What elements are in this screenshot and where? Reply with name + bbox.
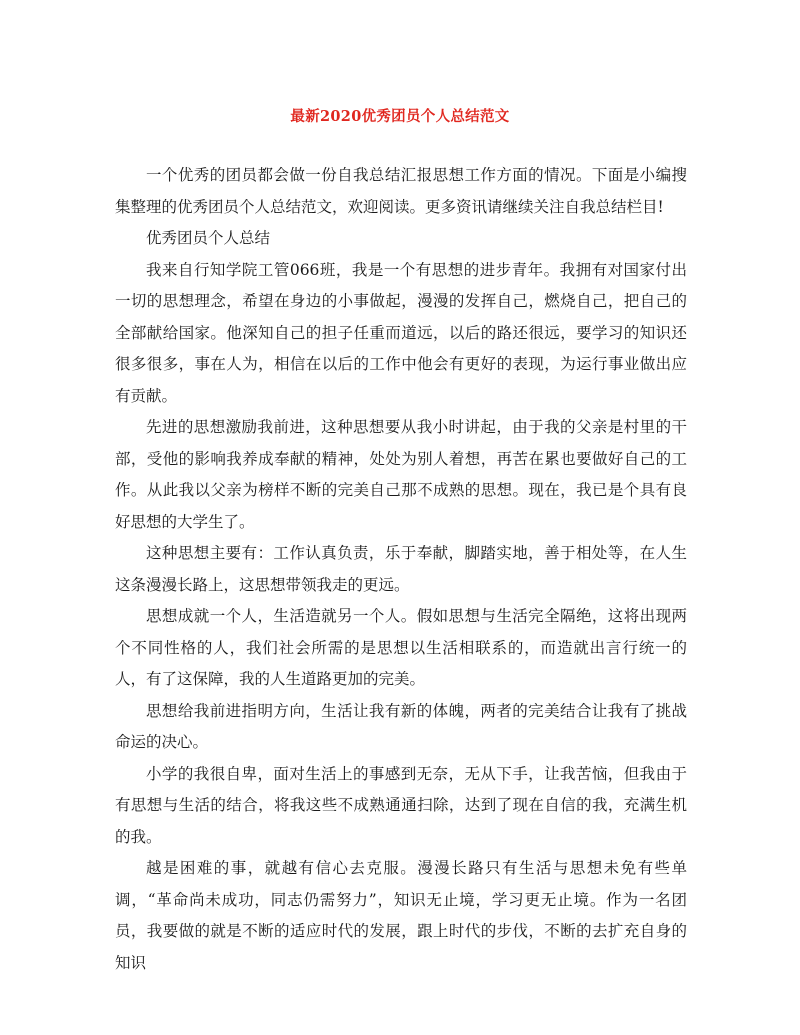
paragraph-4: 思想成就一个人，生活造就另一个人。假如思想与生活完全隔绝，这将出现两个不同性格的人，我们社会所需的是思想以生活相联系的，而造就出言行统一的人，有了这保障，我的人生道路更加的完美。 xyxy=(115,607,687,688)
paragraph-intro: 一个优秀的团员都会做一份自我总结汇报思想工作方面的情况。下面是小编搜集整理的优秀团员个人总结范文，欢迎阅读。更多资讯请继续关注自我总结栏目! xyxy=(115,166,687,216)
paragraph-6: 小学的我很自卑，面对生活上的事感到无奈，无从下手，让我苦恼，但我由于有思想与生活的结合，将我这些不成熟通通扫除，达到了现在自信的我，充满生机的我。 xyxy=(115,764,687,846)
document-body xyxy=(115,160,687,979)
paragraph-5: 思想给我前进指明方向，生活让我有新的体魄，两者的完美结合让我有了挑战命运的决心。 xyxy=(115,701,687,751)
paragraph-2: 先进的思想激励我前进，这种思想要从我小时讲起，由于我的父亲是村里的干部，受他的影响我养成奉献的精神，处处为别人着想，再苦在累也要做好自己的工作。从此我以父亲为榜样不断的完美自己那不成熟的思想。现在，我已是个具有良好思想的大学生了。 xyxy=(115,418,687,531)
document-title: 最新2020优秀团员个人总结范文 xyxy=(290,108,510,125)
paragraph-7: 越是困难的事，就越有信心去克服。漫漫长路只有生活与思想未免有些单调，“革命尚未成功，同志仍需努力”，知识无止境，学习更无止境。作为一名团员，我要做的就是不断的适应时代的发展，跟上时代的步伐，不断的去扩充自身的知识 xyxy=(115,859,687,972)
paragraph-1: 我来自行知学院工管066班，我是一个有思想的进步青年。我拥有对国家付出一切的思想理念，希望在身边的小事做起，漫漫的发挥自己，燃烧自己，把自己的全部献给国家。他深知自己的担子任重而道远，以后的路还很远，要学习的知识还很多很多，事在人为，相信在以后的工作中他会有更好的表现，为运行事业做出应有贡献。 xyxy=(115,260,687,405)
paragraph-3: 这种思想主要有：工作认真负责，乐于奉献，脚踏实地，善于相处等，在人生这条漫漫长路上，这思想带领我走的更远。 xyxy=(115,544,687,594)
section-heading: 优秀团员个人总结 xyxy=(146,229,271,247)
